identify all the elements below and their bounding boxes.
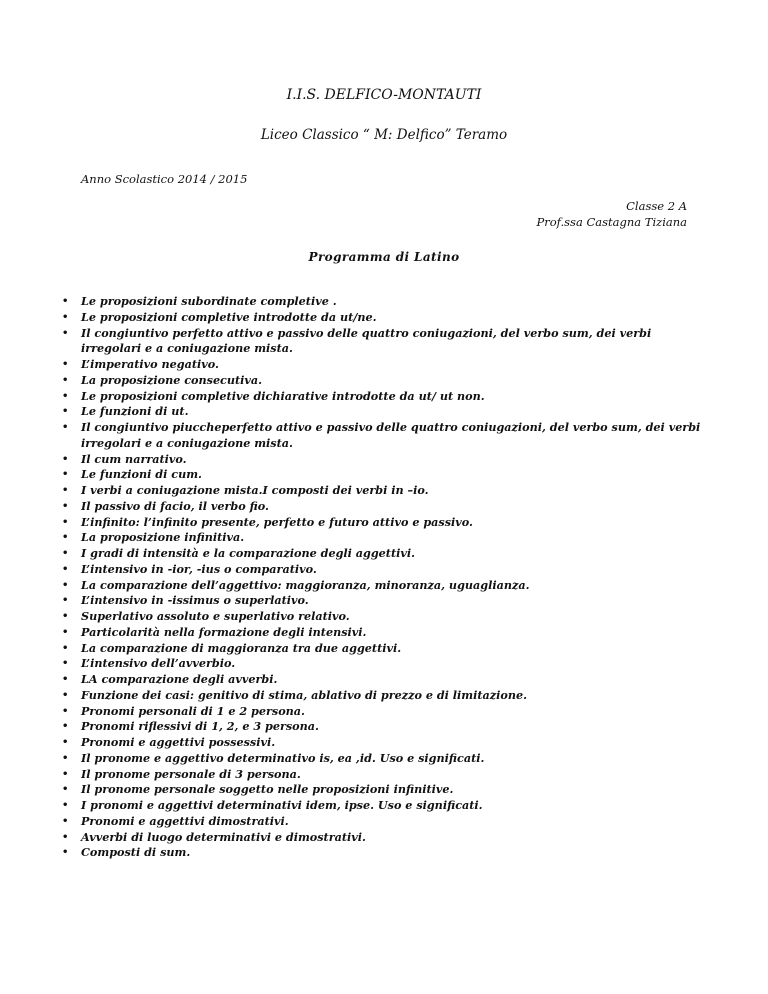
list-item (62, 294, 712, 310)
topic-text: Il congiuntivo piuccheperfetto attivo e passivo delle quattro coniugazioni, del verbo sum, dei verbi irregolari e a coniugazione mista. (81, 420, 701, 450)
topic-text: I verbi a coniugazione mista.I composti dei verbi in –io. (81, 483, 429, 497)
list-item (62, 546, 712, 562)
topic-text: L’infinito: l’infinito presente, perfetto e futuro attivo e passivo. (81, 514, 473, 529)
list-item (62, 593, 712, 609)
topic-text: Il cum narrativo. (81, 451, 187, 466)
topic-text: Particolarità nella formazione degli intensivi. (81, 624, 367, 639)
bullet-icon: • (62, 784, 69, 796)
bullet-icon: • (62, 689, 69, 701)
list-item (62, 798, 712, 814)
topic-text: L’intensivo in -ior, -ius o comparativo. (81, 561, 317, 576)
topic-text: L’imperativo negativo. (81, 357, 219, 371)
topic-text: I pronomi e aggettivi determinativi idem, ipse. Uso e significati. (81, 798, 483, 812)
list-item (62, 326, 712, 358)
topic-text: Il passivo di facio, il verbo fio. (81, 498, 269, 513)
liceo-name: Liceo Classico “ M: Delfico” Teramo (260, 127, 508, 143)
list-item (62, 357, 712, 373)
list-item (62, 389, 712, 405)
list-item (62, 452, 712, 468)
list-item (62, 499, 712, 515)
bullet-icon: • (62, 563, 69, 575)
bullet-icon: • (62, 327, 69, 339)
bullet-icon: • (62, 579, 69, 591)
topic-text: I gradi di intensità e la comparazione degli aggettivi. (81, 546, 416, 560)
topic-text: Il pronome personale di 3 persona. (81, 766, 301, 781)
list-item (62, 782, 712, 798)
topic-list (62, 294, 712, 861)
bullet-icon: • (62, 800, 69, 811)
list-item (62, 704, 712, 720)
list-item (62, 467, 712, 483)
school-name: I.I.S. DELFICO-MONTAUTI (286, 87, 482, 103)
bullet-icon: • (62, 359, 69, 370)
topic-text: La comparazione dell’aggettivo: maggioranza, minoranza, uguaglianza. (81, 577, 530, 592)
list-item (62, 515, 712, 531)
bullet-icon: • (62, 674, 69, 685)
topic-text: Il pronome personale soggetto nelle proposizioni infinitive. (81, 782, 454, 797)
bullet-icon: • (62, 611, 69, 622)
topic-text: La comparazione di maggioranza tra due aggettivi. (81, 640, 402, 655)
topic-text: Le proposizioni completive dichiarative introdotte da ut/ ut non. (81, 388, 485, 403)
bullet-icon: • (62, 422, 69, 433)
school-year: Anno Scolastico 2014 / 2015 (81, 172, 248, 186)
list-item (62, 530, 712, 546)
bullet-icon: • (62, 721, 69, 733)
topic-text: Pronomi riflessivi di 1, 2, e 3 persona. (81, 719, 319, 734)
topic-text: L’intensivo dell’avverbio. (81, 656, 236, 671)
topic-text: Pronomi personali di 1 e 2 persona. (81, 703, 305, 718)
topic-text: Le proposizioni subordinate completive . (81, 294, 337, 308)
topic-text: Pronomi e aggettivi possessivi. (81, 735, 276, 749)
list-item (62, 845, 712, 861)
bullet-icon: • (62, 390, 69, 402)
list-item (62, 420, 712, 452)
list-item (62, 656, 712, 672)
topic-text: Le proposizioni completive introdotte da ut/ne. (81, 309, 377, 324)
bullet-icon: • (62, 500, 69, 512)
topic-text: Le funzioni di cum. (81, 467, 202, 482)
class-label: Classe 2 A (626, 199, 687, 213)
bullet-icon: • (62, 311, 69, 323)
list-item (62, 641, 712, 657)
topic-text: LA comparazione degli avverbi. (81, 672, 278, 686)
topic-text: Il congiuntivo perfetto attivo e passivo delle quattro coniugazioni, del verbo sum, dei verbi irregolari e a coniugazione mista. (81, 325, 652, 356)
list-item (62, 814, 712, 830)
teacher-name: Prof.ssa Castagna Tiziana (536, 215, 687, 229)
list-item (62, 578, 712, 594)
bullet-icon: • (62, 516, 69, 528)
bullet-icon: • (62, 296, 69, 307)
list-item (62, 625, 712, 641)
topic-text: Pronomi e aggettivi dimostrativi. (81, 813, 289, 828)
topic-text: La proposizione consecutiva. (81, 372, 263, 387)
list-item (62, 310, 712, 326)
bullet-icon: • (62, 737, 69, 748)
topic-text: Funzione dei casi: genitivo di stima, ablativo di prezzo e di limitazione. (81, 687, 528, 702)
list-item (62, 767, 712, 783)
list-item (62, 719, 712, 735)
list-item (62, 688, 712, 704)
topic-text: L’intensivo in -issimus o superlativo. (81, 593, 309, 608)
list-item (62, 404, 712, 420)
bullet-icon: • (62, 595, 69, 607)
topic-text: Composti di sum. (81, 845, 191, 860)
bullet-icon: • (62, 548, 69, 559)
bullet-icon: • (62, 626, 69, 638)
topic-text: Il pronome e aggettivo determinativo is, ea ,id. Uso e significati. (81, 750, 485, 765)
bullet-icon: • (62, 642, 69, 654)
list-item (62, 562, 712, 578)
topic-text: Avverbi di luogo determinativi e dimostrativi. (81, 829, 366, 844)
bullet-icon: • (62, 831, 69, 843)
bullet-icon: • (62, 374, 69, 386)
bullet-icon: • (62, 705, 69, 717)
topic-text: La proposizione infinitiva. (81, 530, 245, 545)
topic-text: Superlativo assoluto e superlativo relativo. (81, 609, 350, 623)
bullet-icon: • (62, 752, 69, 764)
bullet-icon: • (62, 485, 69, 496)
list-item (62, 609, 712, 625)
list-item (62, 483, 712, 499)
bullet-icon: • (62, 847, 69, 859)
list-item (62, 672, 712, 688)
bullet-icon: • (62, 532, 69, 544)
bullet-icon: • (62, 406, 69, 418)
bullet-icon: • (62, 453, 69, 465)
list-item (62, 735, 712, 751)
bullet-icon: • (62, 469, 69, 481)
bullet-icon: • (62, 658, 69, 670)
list-item (62, 751, 712, 767)
list-item (62, 373, 712, 389)
list-item (62, 830, 712, 846)
bullet-icon: • (62, 768, 69, 780)
topic-text: Le funzioni di ut. (81, 404, 189, 419)
document-title: Programma di Latino (308, 250, 460, 264)
bullet-icon: • (62, 815, 69, 827)
